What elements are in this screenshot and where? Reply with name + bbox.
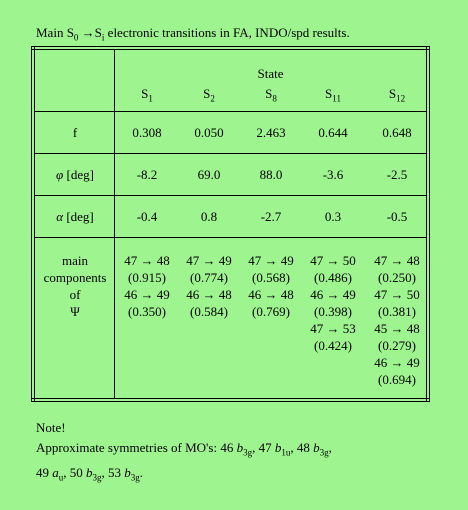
state-base: S (388, 86, 397, 101)
state-label (240, 86, 302, 104)
components-label-line: of (69, 287, 81, 302)
note-title: Note! (36, 420, 66, 435)
state-label (366, 86, 428, 104)
note-line-2: 49 $a_u$, 50 $b_{3g}$, 53 $b_{3g}$. (36, 464, 143, 483)
component-line: (0.250) (378, 270, 416, 285)
components-label (35, 252, 115, 320)
state-label (178, 86, 240, 104)
component-line: 47 → 49 (186, 253, 232, 268)
table-cell: 69.0 (197, 167, 221, 182)
table-cell: 0.648 (382, 125, 412, 140)
component-line: (0.424) (314, 338, 352, 353)
state-label (116, 86, 178, 104)
table-cell: 0.644 (318, 125, 348, 140)
state-sub: 1 (148, 93, 153, 104)
state-base: S (141, 86, 149, 101)
components-cell (116, 252, 178, 320)
row-label-unit: [deg] (63, 209, 94, 224)
components-cell (302, 252, 364, 354)
components-cell (366, 252, 428, 388)
results-table (31, 46, 430, 402)
state-sub: 2 (210, 93, 215, 104)
component-line: (0.694) (378, 372, 416, 387)
component-line: (0.915) (128, 270, 166, 285)
table-cell: -8.2 (136, 167, 158, 182)
component-line: 47 → 50 (374, 287, 420, 302)
component-line: (0.398) (314, 304, 352, 319)
state-base: S (325, 86, 333, 101)
component-line: 47 → 49 (248, 253, 294, 268)
table-cell: 88.0 (259, 167, 283, 182)
table-cell: 2.463 (256, 125, 286, 140)
caption-text: →S (78, 25, 102, 40)
state-base: S (203, 86, 211, 101)
component-line: 47 → 50 (310, 253, 356, 268)
table-cell: 0.308 (132, 125, 162, 140)
note-line-1: Approximate symmetries of MO's: 46 $b_{3g}$, 47 $b_{1u}$, 48 $b_{3g}$, (36, 440, 332, 458)
component-line: 46 → 49 (310, 287, 356, 302)
component-line: (0.350) (128, 304, 166, 319)
state-sub: 11 (332, 93, 341, 104)
components-label-line: components (43, 270, 107, 285)
caption-sub: i (101, 32, 105, 43)
component-line: (0.381) (378, 304, 416, 319)
table-cell: -3.6 (322, 167, 344, 182)
table-cell: -2.5 (386, 167, 408, 182)
component-line: (0.279) (378, 338, 416, 353)
table-cell: 0.050 (194, 125, 224, 140)
state-base: S (265, 86, 273, 101)
component-line: 46 → 48 (248, 287, 294, 302)
component-line: 46 → 48 (186, 287, 232, 302)
component-line: 47 → 53 (310, 321, 356, 336)
component-line: (0.769) (252, 304, 290, 319)
state-header: State (257, 66, 284, 81)
state-sub: 12 (396, 93, 406, 104)
component-line: (0.774) (190, 270, 228, 285)
component-line: 45 → 48 (374, 321, 420, 336)
row-label: f (72, 125, 78, 140)
component-line: (0.486) (314, 270, 352, 285)
components-cell (240, 252, 302, 320)
table-caption (36, 25, 350, 43)
row-label-symbol: φ (56, 167, 64, 182)
row-label (35, 167, 115, 183)
components-cell (178, 252, 240, 320)
state-sub: 8 (272, 93, 277, 104)
component-line: (0.568) (252, 270, 290, 285)
component-line: 46 → 49 (124, 287, 170, 302)
table-cell: 0.3 (324, 209, 342, 224)
table-cell: 0.8 (200, 209, 218, 224)
caption-sub: 0 (73, 32, 79, 43)
component-line: (0.584) (190, 304, 228, 319)
component-line: 47 → 48 (124, 253, 170, 268)
components-label-line: main (62, 253, 88, 268)
row-label-symbol: α (56, 209, 64, 224)
row-label (35, 209, 115, 225)
components-label-line: Ψ (70, 304, 80, 319)
component-line: 47 → 48 (374, 253, 420, 268)
table-cell: -2.7 (260, 209, 282, 224)
table-cell: -0.5 (386, 209, 408, 224)
caption-text: electronic transitions in FA, INDO/spd results. (104, 25, 350, 40)
state-label (302, 86, 364, 104)
note (36, 418, 332, 487)
caption-text: Main S (36, 25, 74, 40)
table-cell: -0.4 (136, 209, 158, 224)
component-line: 46 → 49 (374, 355, 420, 370)
row-label-unit: [deg] (63, 167, 94, 182)
